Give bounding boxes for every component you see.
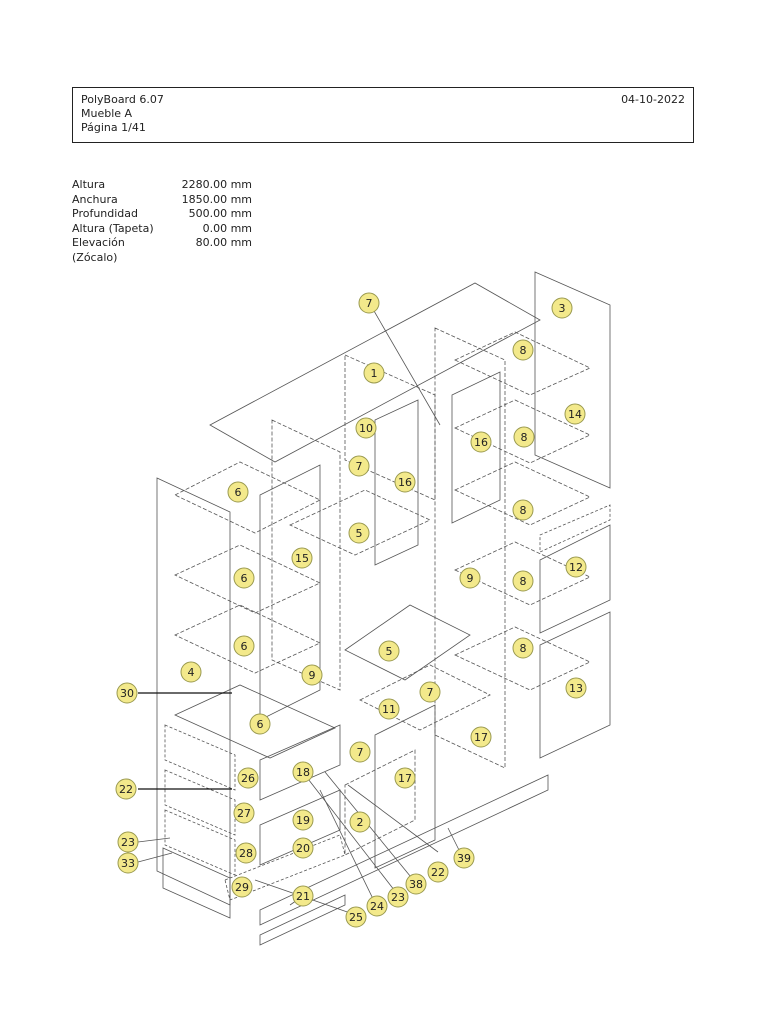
part-number: 3 bbox=[558, 302, 566, 315]
part-number: 16 bbox=[474, 436, 488, 449]
left-shelf bbox=[175, 462, 320, 533]
plinth-left bbox=[163, 848, 230, 918]
part-bubble bbox=[181, 662, 201, 682]
software-name: PolyBoard 6.07 bbox=[81, 93, 164, 106]
part-bubble bbox=[359, 293, 379, 313]
part-number: 8 bbox=[519, 575, 527, 588]
part-bubble bbox=[566, 678, 586, 698]
part-bubble bbox=[395, 472, 415, 492]
part-number: 28 bbox=[239, 847, 253, 860]
part-number: 7 bbox=[426, 686, 434, 699]
part-bubble bbox=[454, 848, 474, 868]
part-number: 1 bbox=[370, 367, 378, 380]
part-bubble bbox=[250, 714, 270, 734]
part-number: 9 bbox=[308, 669, 316, 682]
part-bubble bbox=[513, 340, 533, 360]
dimension-label: Anchura bbox=[72, 192, 118, 206]
part-number: 22 bbox=[431, 866, 445, 879]
part-number: 22 bbox=[119, 783, 133, 796]
part-bubble bbox=[232, 877, 252, 897]
part-bubble bbox=[552, 298, 572, 318]
part-number: 7 bbox=[365, 297, 373, 310]
part-bubble bbox=[514, 427, 534, 447]
part-number: 30 bbox=[120, 687, 134, 700]
part-number: 18 bbox=[296, 766, 310, 779]
dimension-label: Profundidad bbox=[72, 207, 139, 220]
part-number: 29 bbox=[235, 881, 249, 894]
part-number: 13 bbox=[569, 682, 583, 695]
part-number: 21 bbox=[296, 890, 310, 903]
part-number: 15 bbox=[295, 552, 309, 565]
part-bubble bbox=[236, 843, 256, 863]
part-bubble bbox=[117, 683, 137, 703]
part-bubble bbox=[420, 682, 440, 702]
part-bubble bbox=[566, 557, 586, 577]
part-bubble bbox=[349, 456, 369, 476]
part-bubble bbox=[116, 779, 136, 799]
center-lower-top bbox=[345, 605, 470, 680]
right-side-panel-upper bbox=[535, 272, 610, 488]
part-number: 6 bbox=[256, 718, 264, 731]
part-number: 6 bbox=[240, 572, 248, 585]
part-bubble bbox=[364, 363, 384, 383]
part-number: 16 bbox=[398, 476, 412, 489]
part-number: 8 bbox=[519, 344, 527, 357]
part-number: 8 bbox=[519, 504, 527, 517]
part-bubble bbox=[234, 636, 254, 656]
part-bubble bbox=[118, 853, 138, 873]
dimension-label: Elevación (Zócalo) bbox=[72, 236, 125, 264]
part-bubble bbox=[367, 896, 387, 916]
part-bubble bbox=[118, 832, 138, 852]
drawer bbox=[165, 725, 235, 790]
part-bubble bbox=[513, 500, 533, 520]
drawer bbox=[165, 810, 235, 875]
dimension-label: Altura bbox=[72, 178, 106, 191]
part-number: 11 bbox=[382, 703, 396, 716]
part-number: 20 bbox=[296, 842, 310, 855]
part-bubble bbox=[234, 803, 254, 823]
part-number: 33 bbox=[121, 857, 135, 870]
part-bubble bbox=[513, 571, 533, 591]
part-number: 39 bbox=[457, 852, 471, 865]
dimension-label: Altura (Tapeta) bbox=[72, 221, 154, 235]
part-bubble bbox=[350, 812, 370, 832]
part-number: 38 bbox=[409, 878, 423, 891]
part-bubble bbox=[565, 404, 585, 424]
part-bubble bbox=[471, 432, 491, 452]
part-bubble bbox=[293, 838, 313, 858]
part-number: 2 bbox=[356, 816, 364, 829]
dimension-value: 0.00 mm bbox=[202, 221, 252, 235]
part-number: 17 bbox=[474, 731, 488, 744]
part-number: 7 bbox=[356, 746, 364, 759]
part-number: 12 bbox=[569, 561, 583, 574]
part-number: 6 bbox=[234, 486, 242, 499]
part-bubble bbox=[379, 699, 399, 719]
part-number: 17 bbox=[398, 772, 412, 785]
part-number: 5 bbox=[355, 527, 363, 540]
part-number: 24 bbox=[370, 900, 384, 913]
part-number: 26 bbox=[241, 772, 255, 785]
part-number: 4 bbox=[187, 666, 195, 679]
part-bubble bbox=[346, 907, 366, 927]
part-number: 14 bbox=[568, 408, 582, 421]
drawer bbox=[165, 770, 235, 835]
part-bubble bbox=[471, 727, 491, 747]
part-bubble bbox=[293, 886, 313, 906]
part-number: 23 bbox=[121, 836, 135, 849]
leader-line bbox=[138, 853, 172, 862]
left-side-panel bbox=[157, 478, 230, 905]
part-bubble bbox=[350, 742, 370, 762]
part-bubble bbox=[513, 638, 533, 658]
part-number: 8 bbox=[519, 642, 527, 655]
part-number: 10 bbox=[359, 422, 373, 435]
part-bubble bbox=[349, 523, 369, 543]
part-bubble bbox=[428, 862, 448, 882]
part-number: 27 bbox=[237, 807, 251, 820]
dimension-value: 2280.00 mm bbox=[181, 178, 252, 191]
page-number: Página 1/41 bbox=[81, 121, 146, 134]
dimension-value: 1850.00 mm bbox=[181, 192, 252, 206]
part-bubble bbox=[234, 568, 254, 588]
center-shelf bbox=[290, 490, 430, 555]
part-bubble bbox=[292, 548, 312, 568]
part-number: 7 bbox=[355, 460, 363, 473]
part-number: 9 bbox=[466, 572, 474, 585]
part-bubble bbox=[302, 665, 322, 685]
part-bubble bbox=[379, 641, 399, 661]
dimension-value: 500.00 mm bbox=[188, 207, 252, 220]
part-bubble bbox=[356, 418, 376, 438]
vertical-divider bbox=[435, 328, 505, 768]
part-bubble bbox=[228, 482, 248, 502]
part-number: 5 bbox=[385, 645, 393, 658]
part-bubble bbox=[238, 768, 258, 788]
leader-line bbox=[370, 304, 440, 425]
print-date: 04-10-2022 bbox=[621, 93, 685, 106]
part-number: 23 bbox=[391, 891, 405, 904]
leader-line bbox=[305, 775, 398, 895]
part-bubble bbox=[388, 887, 408, 907]
dimension-value: 80.00 mm bbox=[195, 236, 252, 249]
part-bubble bbox=[406, 874, 426, 894]
part-number: 25 bbox=[349, 911, 363, 924]
part-bubble bbox=[460, 568, 480, 588]
part-bubble bbox=[293, 762, 313, 782]
part-bubble bbox=[395, 768, 415, 788]
right-mid-divider bbox=[540, 505, 610, 552]
part-number: 8 bbox=[520, 431, 528, 444]
part-number: 6 bbox=[240, 640, 248, 653]
furniture-name: Mueble A bbox=[81, 107, 133, 120]
part-bubble bbox=[293, 810, 313, 830]
part-number: 19 bbox=[296, 814, 310, 827]
leader-line bbox=[320, 790, 376, 905]
